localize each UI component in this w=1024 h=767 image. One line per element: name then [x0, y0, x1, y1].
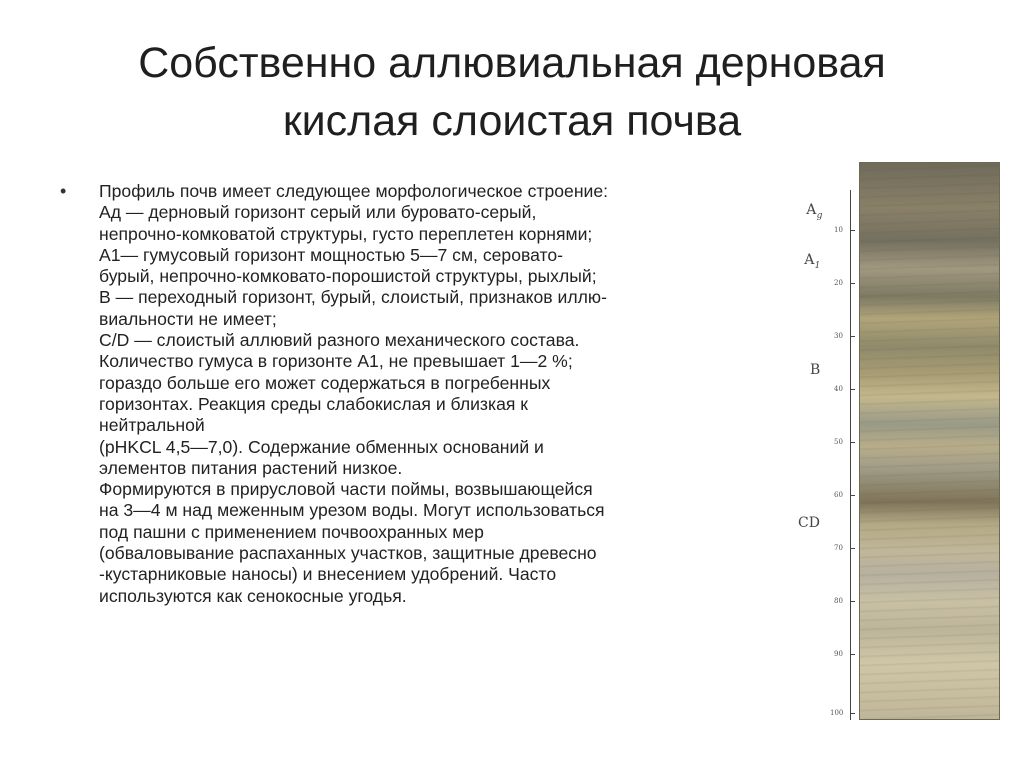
body-line: А1— гумусовый горизонт мощностью 5—7 см, серовато- — [99, 244, 564, 265]
horizon-label-main: А — [806, 202, 817, 218]
depth-tick-label: 90 — [834, 650, 843, 658]
body-line: бурый, непрочно-комковато-порошистой структуры, рыхлый; — [99, 266, 597, 287]
body-line: (обваловывание распаханных участков, защитные древесно — [99, 543, 597, 564]
slide-title — [0, 34, 1024, 150]
horizon-label-sub: g — [816, 210, 823, 221]
depth-tick-label: 80 — [834, 597, 843, 605]
depth-tick-label: 40 — [834, 385, 843, 393]
body-line: Количество гумуса в горизонте А1, не превышает 1—2 %; — [99, 351, 573, 372]
body-line: Ад — дерновый горизонт серый или буровато-серый, — [99, 202, 537, 223]
body-line: гораздо больше его может содержаться в погребенных — [99, 372, 551, 393]
depth-tick — [850, 654, 855, 655]
horizon-label-sub: 1 — [814, 260, 821, 271]
depth-tick — [850, 389, 855, 390]
body-line: В — переходный горизонт, бурый, слоистый, признаков иллю- — [99, 287, 607, 308]
body-line: горизонтах. Реакция среды слабокислая и близкая к — [99, 393, 528, 414]
horizon-label-main: А — [804, 252, 815, 268]
horizon-label-main: CD — [798, 515, 820, 531]
body-line: Формируются в прирусловой части поймы, возвышающейся — [99, 479, 593, 500]
body-line: непрочно-комковатой структуры, густо переплетен корнями; — [99, 223, 593, 244]
soil-profile-photo — [859, 162, 1000, 720]
depth-tick-label: 10 — [834, 226, 843, 234]
horizon-label-a1 — [804, 252, 820, 271]
depth-tick — [850, 442, 855, 443]
body-line: -кустарниковые наносы) и внесением удобрений. Часто — [99, 564, 557, 585]
depth-tick-label: 30 — [834, 332, 843, 340]
body-line: нейтральной — [99, 415, 205, 436]
depth-tick-label: 50 — [834, 438, 843, 446]
horizon-label-main: В — [810, 362, 821, 378]
depth-tick-label: 20 — [834, 279, 843, 287]
depth-tick-label: 100 — [830, 709, 844, 717]
bullet-marker: • — [60, 181, 67, 201]
depth-tick — [850, 601, 855, 602]
depth-tick — [850, 230, 855, 231]
depth-tick — [850, 548, 855, 549]
depth-tick-label: 70 — [834, 544, 843, 552]
body-line: Профиль почв имеет следующее морфологическое строение: — [99, 181, 609, 201]
body-line: (pHKCL 4,5—7,0). Содержание обменных оснований и — [99, 436, 544, 457]
depth-scale-line — [850, 190, 851, 720]
depth-tick — [850, 495, 855, 496]
soil-profile-figure — [790, 150, 1010, 730]
body-line: виальности не имеет; — [99, 308, 277, 329]
body-line: C/D — слоистый аллювий разного механического состава. — [99, 330, 580, 351]
title-line-1: Собственно аллювиальная дерновая — [138, 39, 886, 87]
body-line: на 3—4 м над меженным урезом воды. Могут использоваться — [99, 500, 605, 521]
depth-tick — [850, 283, 855, 284]
title-line-2: кислая слоистая почва — [282, 97, 742, 145]
depth-tick — [850, 713, 855, 714]
depth-tick — [850, 336, 855, 337]
body-line: используются как сенокосные угодья. — [99, 585, 407, 606]
body-line: элементов питания растений низкое. — [99, 457, 403, 478]
horizon-label-ag — [806, 202, 822, 221]
horizon-label-b — [810, 362, 820, 378]
body-line: под пашни с применением почвоохранных мер — [99, 521, 484, 542]
body-text — [99, 181, 789, 607]
depth-tick-label: 60 — [834, 491, 843, 499]
horizon-label-cd — [798, 515, 820, 531]
